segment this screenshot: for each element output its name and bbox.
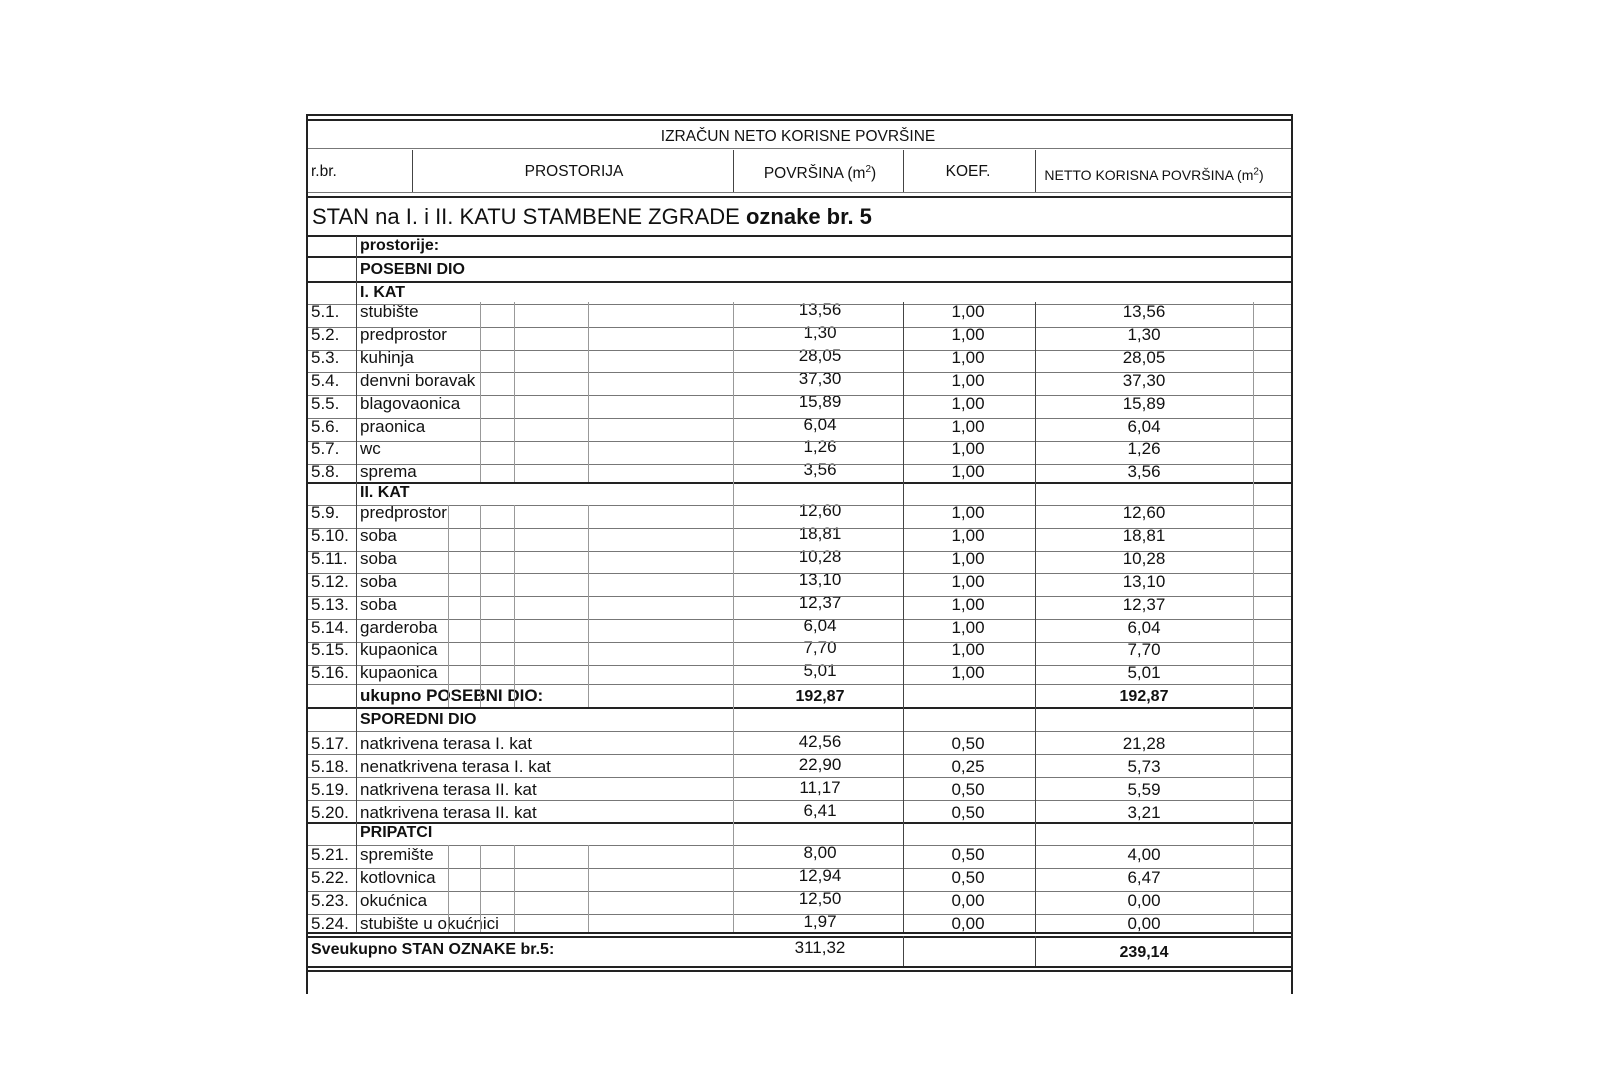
room-coefficient: 1,00 bbox=[951, 394, 985, 413]
room-area: 15,89 bbox=[798, 392, 842, 411]
room-area: 11,17 bbox=[799, 778, 841, 797]
table-rule bbox=[308, 642, 1291, 643]
room-net-area: 37,30 bbox=[1122, 371, 1166, 390]
col-header-povrsina: POVRŠINA $(m^2)$ bbox=[763, 163, 877, 182]
table-column-rule bbox=[903, 936, 904, 966]
room-net-area: 3,21 bbox=[1127, 803, 1161, 822]
room-coefficient: 0,50 bbox=[951, 868, 985, 887]
room-coefficient: 1,00 bbox=[951, 595, 985, 614]
table-rule bbox=[308, 114, 1291, 116]
table-rule bbox=[308, 845, 1291, 846]
table-rule bbox=[308, 914, 1291, 915]
room-area: 13,56 bbox=[798, 300, 842, 319]
label-sporedni-dio: SPOREDNI DIO bbox=[360, 711, 477, 728]
table-rule bbox=[308, 148, 1291, 149]
table-column-rule bbox=[1035, 150, 1036, 192]
room-area: 13,10 bbox=[798, 570, 842, 589]
room-net-area: 5,59 bbox=[1127, 780, 1161, 799]
room-name: nenatkrivena terasa I. kat bbox=[360, 757, 551, 776]
table-column-rule bbox=[356, 236, 357, 932]
room-net-area: 13,10 bbox=[1122, 572, 1166, 591]
room-name: kotlovnica bbox=[360, 868, 436, 887]
room-name: kupaonica bbox=[360, 663, 438, 682]
room-area: 6,04 bbox=[803, 415, 837, 434]
room-coefficient: 0,00 bbox=[951, 914, 985, 933]
row-number: 5.14. bbox=[311, 618, 349, 637]
room-name: soba bbox=[360, 572, 397, 591]
ukupno-label: ukupno POSEBNI DIO: bbox=[360, 686, 544, 705]
room-name: praonica bbox=[360, 417, 426, 436]
room-coefficient: 1,00 bbox=[951, 348, 985, 367]
row-number: 5.12. bbox=[311, 572, 349, 591]
table-rule bbox=[308, 665, 1291, 666]
room-name: predprostor bbox=[360, 503, 447, 522]
room-net-area: 10,28 bbox=[1122, 549, 1166, 568]
table-rule bbox=[308, 891, 1291, 892]
row-number: 5.5. bbox=[311, 394, 340, 413]
room-net-area: 1,30 bbox=[1127, 325, 1161, 344]
table-rule bbox=[308, 464, 1291, 465]
room-net-area: 12,60 bbox=[1122, 503, 1166, 522]
table-column-rule bbox=[412, 150, 413, 192]
table-rule bbox=[308, 684, 1291, 685]
row-number: 5.20. bbox=[311, 803, 349, 822]
row-number: 5.7. bbox=[311, 439, 340, 458]
row-number: 5.11. bbox=[311, 549, 348, 568]
row-number: 5.19. bbox=[311, 780, 349, 799]
room-name: natkrivena terasa II. kat bbox=[360, 803, 537, 822]
room-area: 10,28 bbox=[798, 547, 842, 566]
table-rule bbox=[308, 372, 1291, 373]
table-rule bbox=[308, 350, 1291, 351]
room-net-area: 1,26 bbox=[1127, 439, 1161, 458]
table-column-rule bbox=[588, 302, 589, 482]
room-area: 3,56 bbox=[803, 460, 837, 479]
table-rule bbox=[308, 304, 1291, 305]
room-coefficient: 1,00 bbox=[951, 549, 985, 568]
table-rule bbox=[308, 731, 1291, 732]
room-net-area: 5,73 bbox=[1127, 757, 1161, 776]
room-name: stubište bbox=[360, 302, 419, 321]
room-net-area: 21,28 bbox=[1122, 734, 1166, 753]
room-net-area: 13,56 bbox=[1122, 302, 1166, 321]
table-rule bbox=[308, 395, 1291, 396]
room-name: soba bbox=[360, 549, 397, 568]
label-i-kat: I. KAT bbox=[360, 284, 406, 301]
table-column-rule bbox=[1035, 302, 1036, 932]
table-column-rule bbox=[480, 505, 481, 707]
room-net-area: 28,05 bbox=[1122, 348, 1166, 367]
table-column-rule bbox=[588, 845, 589, 932]
room-coefficient: 0,50 bbox=[951, 803, 985, 822]
table-rule bbox=[308, 868, 1291, 869]
table-rule bbox=[308, 119, 1291, 121]
sveukupno-povrsina: 311,32 bbox=[794, 938, 846, 957]
table-rule bbox=[308, 932, 1291, 934]
table-column-rule bbox=[514, 505, 515, 707]
col-header-koef: KOEF. bbox=[945, 163, 991, 180]
room-coefficient: 0,25 bbox=[951, 757, 985, 776]
room-name: blagovaonica bbox=[360, 394, 461, 413]
row-number: 5.13. bbox=[311, 595, 349, 614]
room-coefficient: 0,50 bbox=[951, 780, 985, 799]
table-rule bbox=[308, 754, 1291, 755]
room-area: 28,05 bbox=[798, 346, 842, 365]
row-number: 5.24. bbox=[311, 914, 349, 933]
room-name: soba bbox=[360, 526, 397, 545]
room-net-area: 18,81 bbox=[1122, 526, 1166, 545]
table-rule bbox=[308, 281, 1291, 283]
table-rule bbox=[308, 327, 1291, 328]
table-column-rule bbox=[588, 684, 589, 707]
room-name: denvni boravak bbox=[360, 371, 476, 390]
room-coefficient: 1,00 bbox=[951, 462, 985, 481]
room-name: natkrivena terasa II. kat bbox=[360, 780, 537, 799]
table-rule bbox=[308, 936, 1291, 938]
table-title: IZRAČUN NETO KORISNE POVRŠINE bbox=[660, 128, 936, 145]
table-rule bbox=[308, 418, 1291, 419]
row-number: 5.22. bbox=[311, 868, 349, 887]
room-coefficient: 1,00 bbox=[951, 526, 985, 545]
room-name: kuhinja bbox=[360, 348, 414, 367]
table-rule bbox=[308, 441, 1291, 442]
room-area: 22,90 bbox=[798, 755, 842, 774]
row-number: 5.10. bbox=[311, 526, 349, 545]
table-rule bbox=[308, 777, 1291, 778]
room-net-area: 4,00 bbox=[1127, 845, 1161, 864]
room-net-area: 12,37 bbox=[1122, 595, 1166, 614]
room-name: sprema bbox=[360, 462, 417, 481]
room-area: 12,50 bbox=[798, 889, 842, 908]
table-rule bbox=[308, 256, 1291, 258]
room-area: 12,37 bbox=[798, 593, 842, 612]
room-name: garderoba bbox=[360, 618, 438, 637]
room-coefficient: 1,00 bbox=[951, 325, 985, 344]
table-rule bbox=[308, 528, 1291, 529]
room-coefficient: 1,00 bbox=[951, 640, 985, 659]
room-name: okućnica bbox=[360, 891, 428, 910]
room-name: natkrivena terasa I. kat bbox=[360, 734, 532, 753]
table-rule bbox=[308, 966, 1291, 968]
sveukupno-netto: 239,14 bbox=[1119, 944, 1169, 961]
room-net-area: 0,00 bbox=[1127, 891, 1161, 910]
table-rule bbox=[308, 192, 1291, 193]
room-area: 18,81 bbox=[798, 524, 842, 543]
table-rule bbox=[308, 596, 1291, 597]
col-header-rbr: r.br. bbox=[311, 163, 337, 180]
room-area: 42,56 bbox=[798, 732, 842, 751]
table-rule bbox=[308, 482, 1291, 484]
label-pripatci: PRIPATCI bbox=[360, 824, 433, 841]
room-area: 6,04 bbox=[803, 616, 837, 635]
table-rule bbox=[308, 800, 1291, 801]
room-area: 1,30 bbox=[803, 323, 837, 342]
room-area: 8,00 bbox=[803, 843, 837, 862]
room-name: soba bbox=[360, 595, 397, 614]
table-column-rule bbox=[448, 845, 449, 932]
table-column-rule bbox=[480, 845, 481, 932]
area-calculation-table bbox=[306, 114, 1293, 994]
room-coefficient: 1,00 bbox=[951, 663, 985, 682]
room-coefficient: 1,00 bbox=[951, 417, 985, 436]
label-ii-kat: II. KAT bbox=[360, 484, 410, 501]
room-area: 6,41 bbox=[803, 801, 837, 820]
room-coefficient: 1,00 bbox=[951, 439, 985, 458]
room-area: 7,70 bbox=[803, 638, 837, 657]
sveukupno-label: Sveukupno STAN OZNAKE br.5: bbox=[311, 941, 555, 958]
room-name: spremište bbox=[360, 845, 434, 864]
table-rule bbox=[308, 822, 1291, 824]
room-coefficient: 1,00 bbox=[951, 371, 985, 390]
room-area: 37,30 bbox=[798, 369, 842, 388]
room-coefficient: 0,50 bbox=[951, 734, 985, 753]
room-net-area: 6,47 bbox=[1127, 868, 1161, 887]
row-number: 5.2. bbox=[311, 325, 340, 344]
table-rule bbox=[308, 505, 1291, 506]
row-number: 5.9. bbox=[311, 503, 340, 522]
table-rule bbox=[308, 619, 1291, 620]
col-header-prostorija: PROSTORIJA bbox=[524, 163, 624, 180]
table-column-rule bbox=[480, 302, 481, 482]
room-area: 1,26 bbox=[803, 437, 837, 456]
room-area: 1,97 bbox=[803, 912, 837, 931]
row-number: 5.4. bbox=[311, 371, 340, 390]
table-rule bbox=[308, 551, 1291, 552]
row-number: 5.18. bbox=[311, 757, 349, 776]
room-coefficient: 0,00 bbox=[951, 891, 985, 910]
room-net-area: 6,04 bbox=[1127, 417, 1161, 436]
room-name: wc bbox=[360, 439, 381, 458]
room-coefficient: 1,00 bbox=[951, 503, 985, 522]
room-net-area: 6,04 bbox=[1127, 618, 1161, 637]
room-area: 12,60 bbox=[798, 501, 842, 520]
room-area: 5,01 bbox=[803, 661, 837, 680]
ukupno-netto: 192,87 bbox=[1119, 688, 1169, 705]
table-rule bbox=[308, 235, 1291, 237]
room-net-area: 5,01 bbox=[1127, 663, 1161, 682]
table-column-rule bbox=[903, 302, 904, 932]
table-column-rule bbox=[514, 302, 515, 482]
row-number: 5.16. bbox=[311, 663, 349, 682]
room-name: stubište u okućnici bbox=[360, 914, 499, 933]
row-number: 5.6. bbox=[311, 417, 340, 436]
room-area: 12,94 bbox=[798, 866, 842, 885]
row-number: 5.15. bbox=[311, 640, 349, 659]
room-coefficient: 1,00 bbox=[951, 618, 985, 637]
room-coefficient: 0,50 bbox=[951, 845, 985, 864]
room-coefficient: 1,00 bbox=[951, 572, 985, 591]
room-net-area: 0,00 bbox=[1127, 914, 1161, 933]
table-column-rule bbox=[1253, 302, 1254, 932]
table-rule bbox=[308, 707, 1291, 709]
room-name: predprostor bbox=[360, 325, 447, 344]
table-column-rule bbox=[514, 845, 515, 932]
table-rule bbox=[308, 196, 1291, 198]
table-column-rule bbox=[1035, 936, 1036, 966]
apartment-title: STAN na I. i II. KATU STAMBENE ZGRADE oznake br. 5 bbox=[312, 204, 872, 229]
table-column-rule bbox=[733, 302, 734, 932]
row-number: 5.8. bbox=[311, 462, 340, 481]
table-rule bbox=[308, 573, 1291, 574]
row-number: 5.1. bbox=[311, 302, 340, 321]
table-rule bbox=[308, 970, 1291, 972]
row-number: 5.3. bbox=[311, 348, 340, 367]
table-column-rule bbox=[588, 505, 589, 707]
room-net-area: 3,56 bbox=[1127, 462, 1161, 481]
ukupno-povrsina: 192,87 bbox=[795, 688, 845, 705]
row-number: 5.23. bbox=[311, 891, 349, 910]
row-number: 5.17. bbox=[311, 734, 349, 753]
room-name: kupaonica bbox=[360, 640, 438, 659]
row-number: 5.21. bbox=[311, 845, 349, 864]
room-net-area: 7,70 bbox=[1127, 640, 1161, 659]
label-prostorije: prostorije: bbox=[360, 237, 440, 254]
table-column-rule bbox=[733, 150, 734, 192]
label-posebni-dio: POSEBNI DIO bbox=[360, 261, 465, 278]
room-net-area: 15,89 bbox=[1122, 394, 1166, 413]
col-header-netto: NETTO KORISNA POVRŠINA $(m^2)$ bbox=[1044, 166, 1264, 183]
room-coefficient: 1,00 bbox=[951, 302, 985, 321]
table-column-rule bbox=[448, 505, 449, 707]
table-column-rule bbox=[903, 150, 904, 192]
